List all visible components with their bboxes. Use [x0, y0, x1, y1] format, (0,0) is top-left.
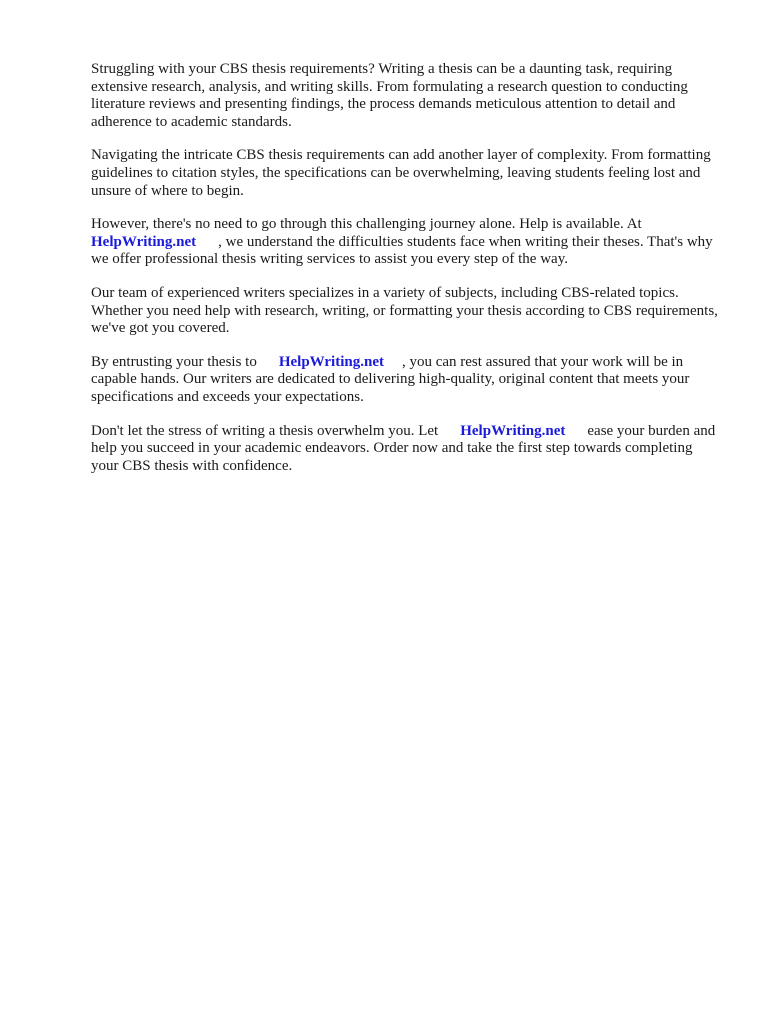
- helpwriting-link[interactable]: HelpWriting.net: [460, 422, 566, 439]
- paragraph-intro: Struggling with your CBS thesis requirements? Writing a thesis can be a daunting task, requiring extensive research, analysis, and writing skills. From formulating a research question to conducting literature reviews and presenting findings, the process demands meticulous attention to detail and adherence to academic standards.: [91, 61, 688, 130]
- paragraph-text: Don't let the stress of writing a thesis overwhelm you. Let: [91, 422, 439, 439]
- paragraph-text: ease your burden and help you succeed in your academic endeavors. Order now and take the first step towards completing your CBS thesis with confidence.: [91, 422, 716, 474]
- paragraph-text: By entrusting your thesis to: [91, 353, 257, 370]
- paragraph-team: Our team of experienced writers specializes in a variety of subjects, including CBS-related topics. Whether you need help with research, writing, or formatting your thesis according to CBS requirements, we've got you covered.: [91, 284, 718, 337]
- document-page: [91, 61, 721, 491]
- helpwriting-link[interactable]: HelpWriting.net: [278, 353, 384, 370]
- paragraph-text: , you can rest assured that your work will be in capable hands. Our writers are dedicated to delivering high-quality, original content that meets your specifications and exceeds your expectations.: [91, 353, 690, 405]
- paragraph-text: However, there's no need to go through this challenging journey alone. Help is available. At: [91, 216, 642, 233]
- helpwriting-link[interactable]: HelpWriting.net: [91, 233, 197, 250]
- paragraph-entrusting: [91, 354, 721, 407]
- paragraph-help-available: [91, 216, 721, 269]
- paragraph-complexity: Navigating the intricate CBS thesis requirements can add another layer of complexity. From formatting guidelines to citation styles, the specifications can be overwhelming, leaving students feeling lost and unsure of where to begin.: [91, 147, 711, 199]
- paragraph-text: , we understand the difficulties students face when writing their theses. That's why we offer professional thesis writing services to assist you every step of the way.: [91, 233, 713, 268]
- paragraph-call-to-action: [91, 423, 721, 476]
